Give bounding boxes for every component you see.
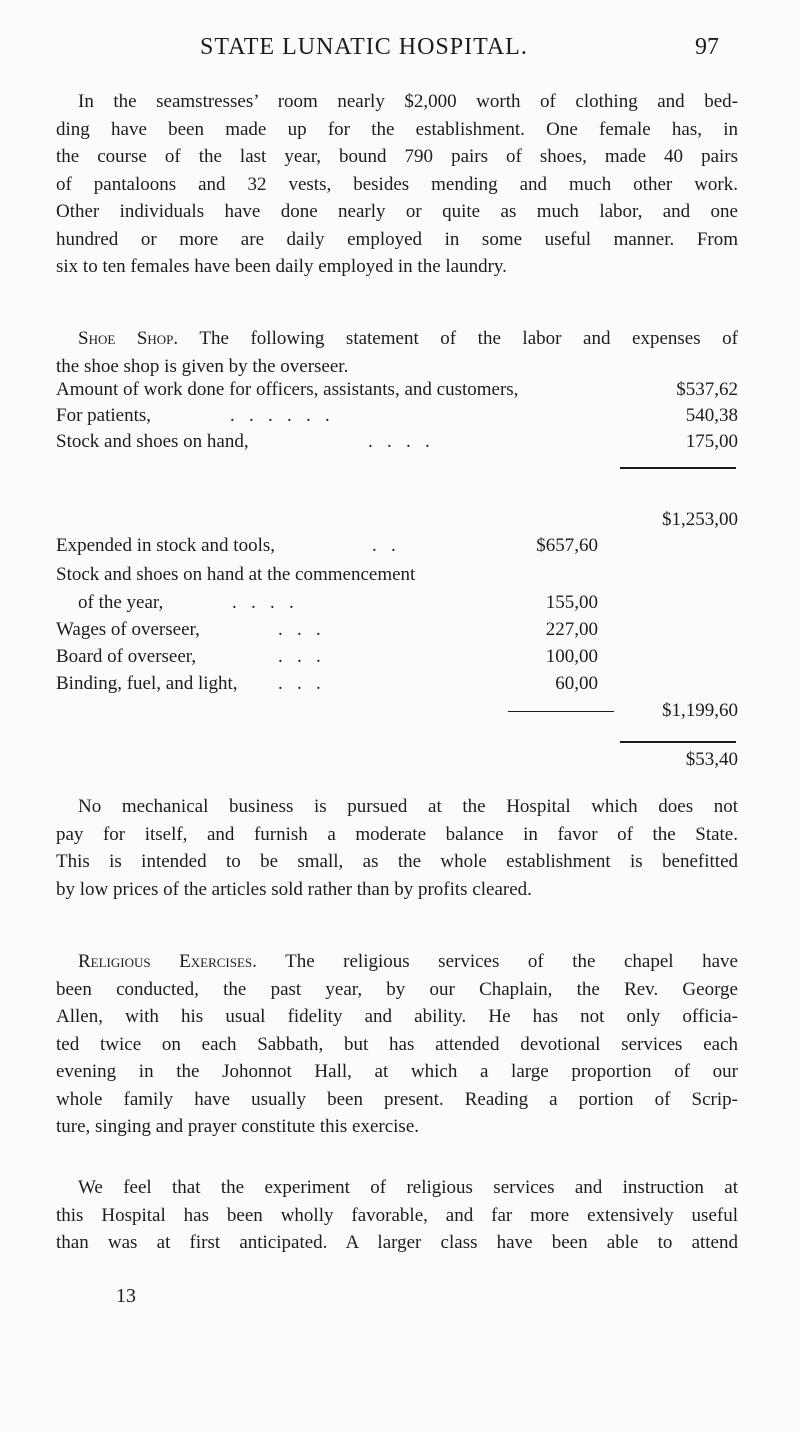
shoe-shop-intro-text: The following statement of the labor and expenses of bbox=[199, 328, 738, 349]
religious-intro-text: The religious services of the chapel have bbox=[285, 951, 738, 972]
paragraph-line: ding have been made up for the establishment. One female has, in bbox=[56, 118, 738, 140]
expense-label: of the year, bbox=[78, 592, 164, 613]
leader-dots: . . bbox=[372, 535, 396, 556]
page-number: 97 bbox=[695, 34, 719, 60]
balance: $53,40 bbox=[685, 749, 738, 770]
paragraph-line: six to ten females have been daily employed in the laundry. bbox=[56, 256, 507, 277]
balance-row bbox=[0, 749, 800, 775]
expense-row bbox=[0, 646, 800, 672]
paragraph-line: No mechanical business is pursued at the Hospital which does not bbox=[78, 796, 738, 817]
leader-dots: . . . . . . bbox=[230, 405, 330, 426]
expense-row bbox=[0, 564, 800, 590]
leader-dots: . . . bbox=[278, 619, 321, 640]
income-amount: 175,00 bbox=[685, 431, 738, 452]
paragraph-line: by low prices of the articles sold rather than by profits cleared. bbox=[56, 878, 532, 900]
income-row bbox=[0, 431, 800, 457]
income-label: Amount of work done for officers, assistants, and customers, bbox=[56, 379, 519, 400]
leader-dots: . . . . bbox=[232, 592, 294, 613]
shoe-shop-intro-line bbox=[56, 325, 738, 353]
shoe-shop-heading: Shoe Shop. bbox=[78, 328, 179, 349]
running-title: STATE LUNATIC HOSPITAL. bbox=[200, 34, 528, 60]
paragraph-line: hundred or more are daily employed in some useful manner. From bbox=[56, 228, 738, 250]
signature-mark: 13 bbox=[116, 1285, 136, 1307]
religious-first-line bbox=[56, 948, 738, 976]
expense-row bbox=[0, 619, 800, 645]
expense-label: Stock and shoes on hand at the commencement bbox=[56, 564, 416, 585]
income-row bbox=[0, 379, 800, 405]
paragraph-line: been conducted, the past year, by our Chaplain, the Rev. George bbox=[56, 978, 738, 1000]
religious-exercises-paragraph bbox=[56, 948, 738, 1141]
income-total-row bbox=[0, 509, 800, 535]
expense-label: Board of overseer, bbox=[56, 646, 197, 667]
paragraph-line: We feel that the experiment of religious services and instruction at bbox=[78, 1177, 738, 1198]
paragraph-line: ture, singing and prayer constitute this exercise. bbox=[56, 1116, 420, 1137]
expenses-total: $1,199,60 bbox=[662, 700, 738, 721]
expense-amount: 227,00 bbox=[545, 619, 598, 640]
leader-dots: . . . bbox=[278, 673, 321, 694]
expenses-total-row bbox=[0, 700, 800, 726]
paragraph-line: Allen, with his usual fidelity and ability. He has not only officia- bbox=[56, 1006, 738, 1027]
paragraph-line: In the seamstresses’ room nearly $2,000 worth of clothing and bed- bbox=[78, 91, 738, 112]
expense-label: Wages of overseer, bbox=[56, 619, 200, 640]
expense-amount: 155,00 bbox=[545, 592, 598, 613]
mechanical-business-paragraph bbox=[56, 793, 738, 903]
expense-amount: 60,00 bbox=[555, 673, 598, 694]
paragraph-line: This is intended to be small, as the whole establishment is benefitted bbox=[56, 851, 738, 872]
shoe-shop-intro-line: the shoe shop is given by the overseer. bbox=[56, 355, 349, 377]
paragraph-line: pay for itself, and furnish a moderate balance in favor of the State. bbox=[56, 823, 738, 845]
seamstress-paragraph bbox=[56, 88, 738, 281]
experiment-paragraph bbox=[56, 1174, 738, 1257]
paragraph-line: whole family have usually been present. Reading a portion of Scrip- bbox=[56, 1088, 738, 1110]
expense-label: Expended in stock and tools, bbox=[56, 535, 275, 556]
income-amount: $537,62 bbox=[676, 379, 738, 400]
paragraph-line: the course of the last year, bound 790 pairs of shoes, made 40 pairs bbox=[56, 146, 738, 167]
expense-amount: 100,00 bbox=[545, 646, 598, 667]
paragraph-line: Other individuals have done nearly or quite as much labor, and one bbox=[56, 201, 738, 222]
income-total: $1,253,00 bbox=[662, 509, 738, 530]
running-header bbox=[0, 34, 800, 64]
religious-exercises-heading: Religious Exercises. bbox=[78, 951, 257, 972]
expense-row bbox=[0, 592, 800, 618]
income-label: For patients, bbox=[56, 405, 151, 426]
expense-amount: $657,60 bbox=[536, 535, 598, 556]
paragraph-line: than was at first anticipated. A larger class have been able to attend bbox=[56, 1232, 738, 1253]
paragraph-line: this Hospital has been wholly favorable, and far more extensively useful bbox=[56, 1204, 738, 1226]
paragraph-line: of pantaloons and 32 vests, besides mending and much other work. bbox=[56, 173, 738, 195]
leader-dots: . . . bbox=[278, 646, 321, 667]
paragraph-line: ted twice on each Sabbath, but has attended devotional services each bbox=[56, 1033, 738, 1055]
expense-label: Binding, fuel, and light, bbox=[56, 673, 238, 694]
balance-rule bbox=[620, 741, 736, 743]
income-label: Stock and shoes on hand, bbox=[56, 431, 249, 452]
shoe-shop-intro bbox=[56, 325, 738, 380]
paragraph-line: evening in the Johonnot Hall, at which a large proportion of our bbox=[56, 1061, 738, 1082]
income-amount: 540,38 bbox=[685, 405, 738, 426]
income-total-rule bbox=[620, 467, 736, 469]
income-row bbox=[0, 405, 800, 431]
leader-dots: . . . . bbox=[368, 431, 430, 452]
expense-row bbox=[0, 535, 800, 561]
expense-row bbox=[0, 673, 800, 699]
